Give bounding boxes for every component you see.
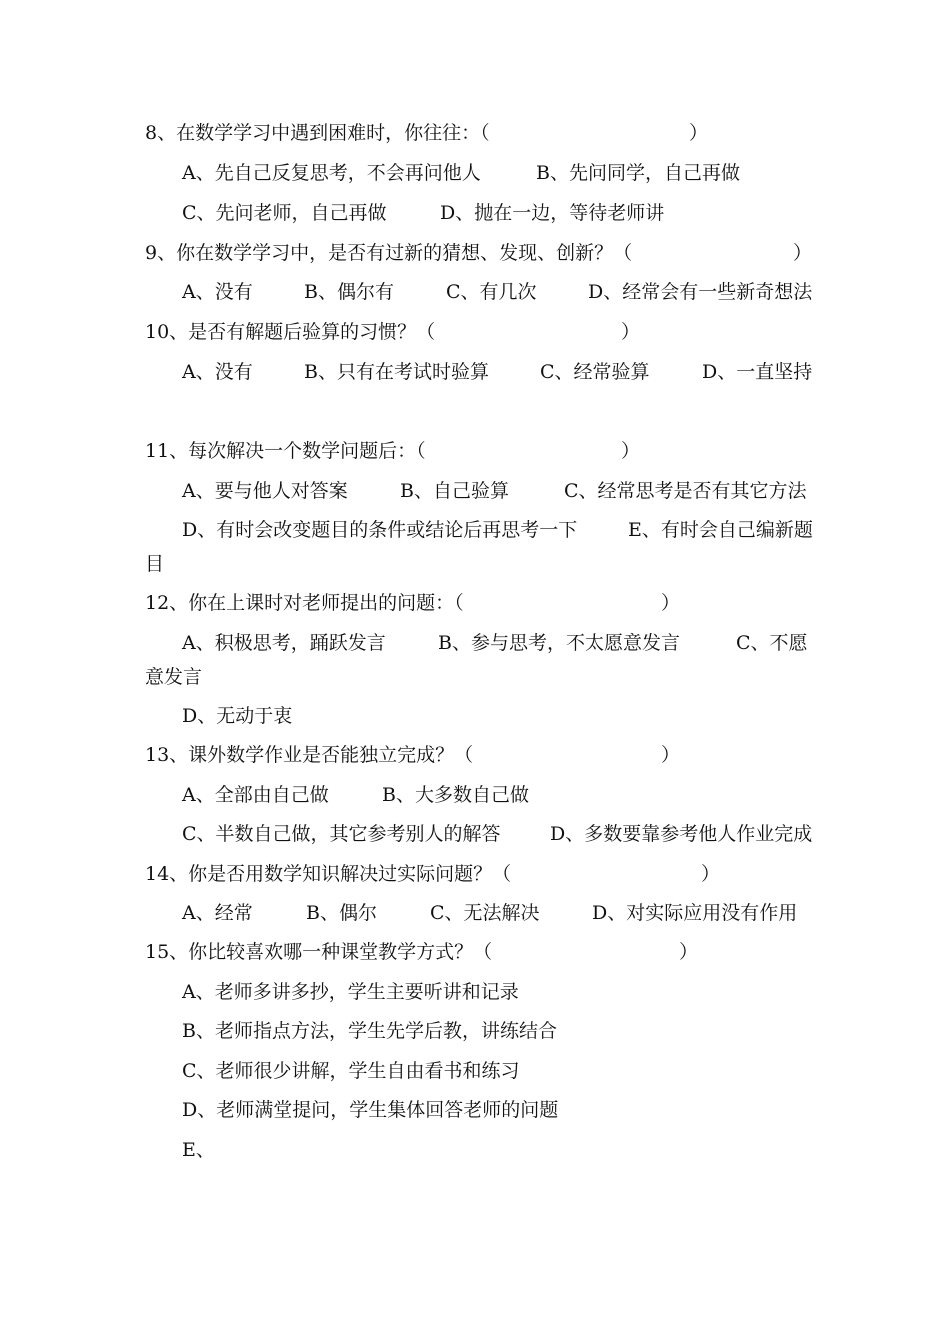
answer-bracket-close: ）	[621, 440, 641, 462]
answer-bracket-close: ）	[793, 242, 813, 264]
question-stem: 14、你是否用数学知识解决过实际问题？（	[145, 863, 512, 885]
option-d: D、老师满堂提问，学生集体回答老师的问题	[182, 1099, 559, 1121]
question-stem: 11、每次解决一个数学问题后：（	[145, 440, 426, 462]
answer-bracket-close: ）	[689, 122, 709, 144]
option-d: D、多数要靠参考他人作业完成	[550, 823, 813, 845]
wrapped-text: 目	[145, 553, 165, 575]
option-d: D、无动于衷	[182, 705, 293, 727]
option-b: B、先问同学，自己再做	[536, 162, 740, 184]
option-c: C、经常验算	[540, 361, 650, 383]
answer-bracket-close: ）	[621, 321, 641, 343]
answer-bracket-close: ）	[661, 592, 681, 614]
option-c: C、无法解决	[430, 902, 540, 924]
option-a: A、没有	[182, 281, 253, 303]
option-a: A、经常	[182, 902, 253, 924]
option-c: C、有几次	[446, 281, 537, 303]
option-a: A、没有	[182, 361, 253, 383]
option-c: C、经常思考是否有其它方法	[564, 480, 807, 502]
question-stem: 9、你在数学学习中，是否有过新的猜想、发现、创新？（	[145, 242, 633, 264]
option-b: B、参与思考，不太愿意发言	[438, 632, 680, 654]
answer-bracket-close: ）	[679, 941, 699, 963]
option-a: A、积极思考，踊跃发言	[182, 632, 386, 654]
option-d: D、经常会有一些新奇想法	[588, 281, 813, 303]
option-b: B、自己验算	[400, 480, 509, 502]
answer-bracket-close: ）	[701, 863, 721, 885]
option-a: A、老师多讲多抄，学生主要听讲和记录	[182, 981, 519, 1003]
option-d: D、一直坚持	[702, 361, 813, 383]
option-e: E、有时会自己编新题	[628, 519, 813, 541]
option-c: C、老师很少讲解，学生自由看书和练习	[182, 1060, 520, 1082]
option-b: B、偶尔	[306, 902, 377, 924]
option-d: D、有时会改变题目的条件或结论后再思考一下	[182, 519, 578, 541]
option-b: B、只有在考试时验算	[304, 361, 489, 383]
option-e: E、	[182, 1139, 215, 1161]
wrapped-text: 意发言	[145, 666, 203, 688]
question-stem: 10、是否有解题后验算的习惯？（	[145, 321, 436, 343]
option-c: C、先问老师，自己再做	[182, 202, 387, 224]
option-d: D、对实际应用没有作用	[592, 902, 798, 924]
option-a: A、先自己反复思考，不会再问他人	[182, 162, 481, 184]
option-c: C、半数自己做，其它参考别人的解答	[182, 823, 501, 845]
option-b: B、老师指点方法，学生先学后教，讲练结合	[182, 1020, 557, 1042]
question-stem: 15、你比较喜欢哪一种课堂教学方式？（	[145, 941, 493, 963]
question-stem: 12、你在上课时对老师提出的问题：（	[145, 592, 464, 614]
question-stem: 8、在数学学习中遇到困难时，你往往：（	[145, 122, 490, 144]
option-d: D、抛在一边，等待老师讲	[440, 202, 665, 224]
option-a: A、要与他人对答案	[182, 480, 348, 502]
option-b: B、偶尔有	[304, 281, 394, 303]
question-stem: 13、课外数学作业是否能独立完成？（	[145, 744, 474, 766]
answer-bracket-close: ）	[661, 744, 681, 766]
option-b: B、大多数自己做	[382, 784, 529, 806]
option-c: C、不愿	[736, 632, 808, 654]
option-a: A、全部由自己做	[182, 784, 329, 806]
